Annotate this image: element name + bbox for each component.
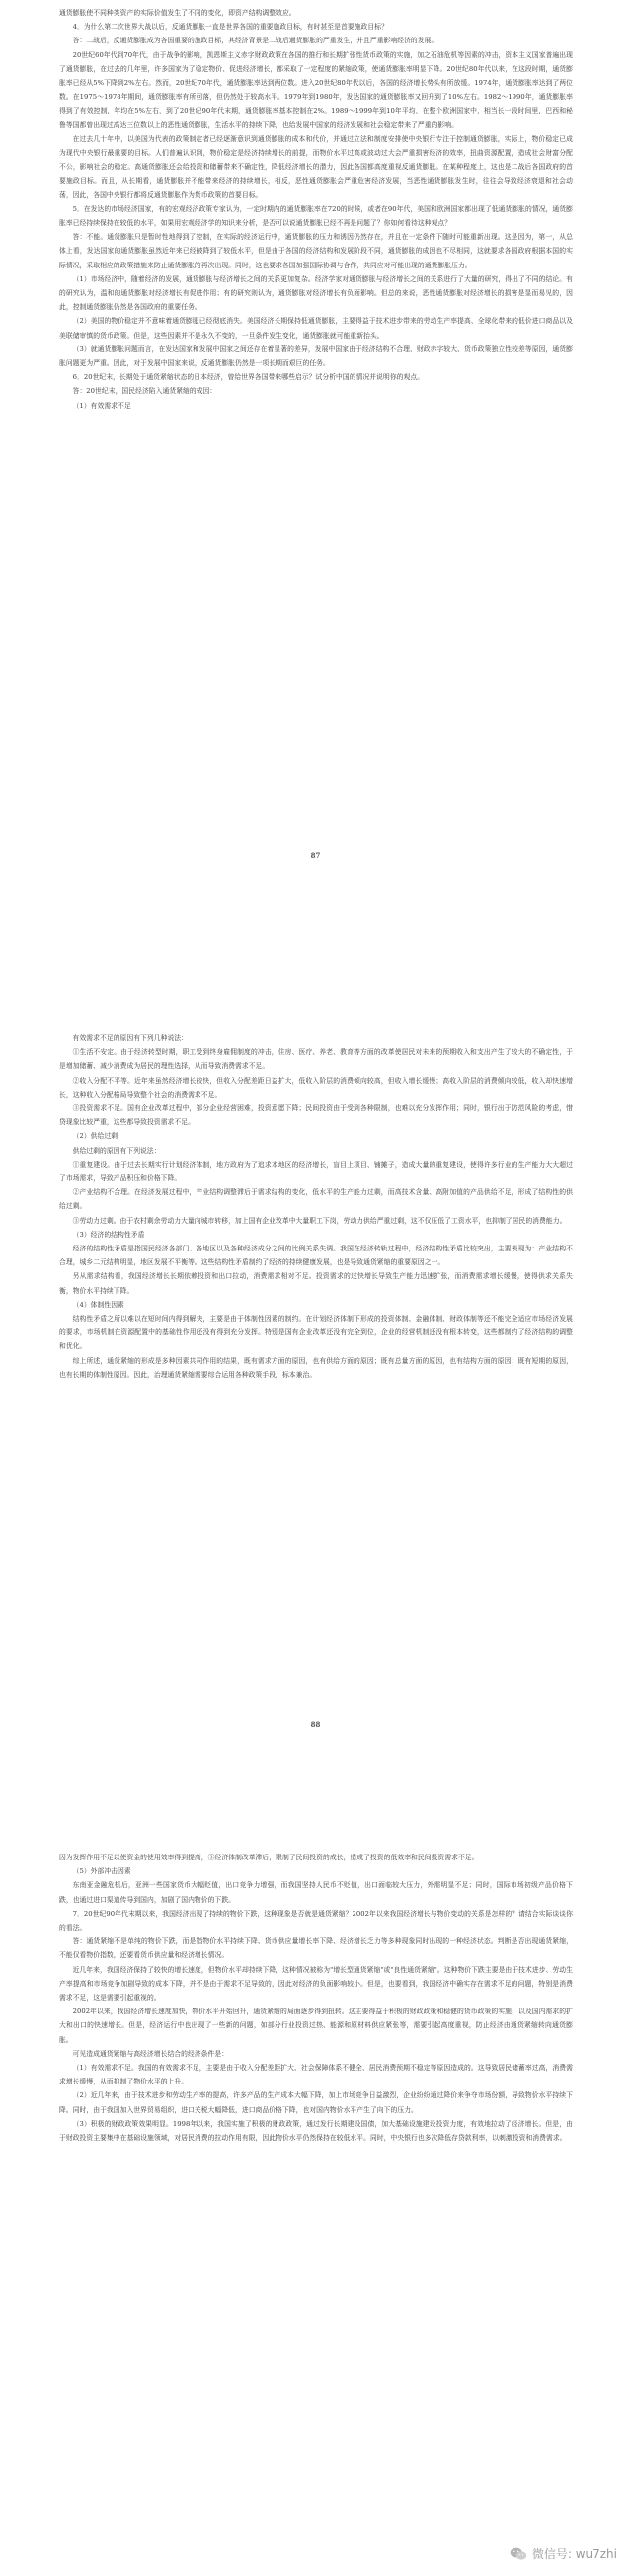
watermark bbox=[510, 2545, 617, 2562]
document-page-2 bbox=[0, 883, 631, 1752]
paragraph: 经济的结构性矛盾是指国民经济各部门、各地区以及各种经济成分之间的比例关系失调。我国在经济转轨过程中，经济结构性矛盾比较突出，主要表现为：产业结构不合理，城乡二元结构明显，地区发展不平衡等。这些结构性矛盾制约了经济的持续健康发展，也是导致通货紧缩的重要原因之一。 bbox=[59, 1245, 573, 1267]
paragraph: ②产业结构不合理。在经济发展过程中，产业结构调整滞后于需求结构的变化，低水平的生产能力过剩，而高技术含量、高附加值的产品供给不足，形成了结构性的供给过剩。 bbox=[59, 1188, 573, 1211]
page-1-body bbox=[59, 6, 573, 413]
paragraph: （3）经济的结构性矛盾 bbox=[72, 1230, 145, 1239]
page-2-body bbox=[59, 1031, 573, 1382]
paragraph: 可见造成通货紧缩与高经济增长结合的经济条件是： bbox=[72, 2049, 229, 2058]
paragraph: （3）积极的财政政策效果明显。1998年以来，我国实施了积极的财政政策，通过发行长期建设国债，加大基础设施建设投资力度，有效地拉动了经济增长。但是，由于财政投资主要集中在基础设施领域，对居民消费的拉动作用有限，因此物价水平仍然保持在较低水平。同时，中央银行也多次降低存贷款利率，以刺激投资和消费需求。 bbox=[59, 2119, 573, 2143]
paragraph: （1）市场经济中，随着经济的发展，通货膨胀与经济增长之间的关系更加复杂。经济学家对通货膨胀与经济增长之间的关系进行了大量的研究，得出了不同的结论。有的研究认为，温和的通货膨胀对经济增长有促进作用；有的研究则认为，通货膨胀对经济增长有负面影响。但总的来说，恶性通货膨胀对经济增长的损害是显而易见的，因此，控制通货膨胀仍然是各国政府的重要任务。 bbox=[59, 274, 573, 312]
document-page-1 bbox=[0, 0, 631, 883]
paragraph: 4．为什么第二次世界大战以后，反通货膨胀一直是世界各国的重要施政目标，有时甚至是首要施政目标？ bbox=[72, 23, 388, 32]
paragraph: 近几年来，我国经济保持了较快的增长速度，但物价水平却持续下降，这种情况被称为"增长型通货紧缩"或"良性通货紧缩"。这种物价下跌主要是由于技术进步、劳动生产率提高和市场竞争加剧导致的成本下降，并不是由于需求不足导致的，因此对经济的负面影响较小。但是，也要看到，我国经济中确实存在需求不足的问题，特别是消费需求不足，这是需要引起重视的。 bbox=[59, 1965, 573, 2003]
paragraph: 供给过剩的原因有下列说法： bbox=[72, 1146, 161, 1155]
paragraph: 通货膨胀使不同种类资产的实际价值发生了不同的变化，即资产结构调整效应。 bbox=[59, 9, 296, 17]
paragraph: 东南亚金融危机后，亚洲一些国家货币大幅贬值，出口竞争力增强，而我国坚持人民币不贬值，出口面临较大压力，外需明显不足；同时，国际市场初级产品价格下跌，也通过进口渠道传导到国内，加剧了国内物价的下跌。 bbox=[59, 1881, 573, 1904]
paragraph: 20世纪60年代到70年代，由于战争的影响，凯恩斯主义赤字财政政策在各国的推行和长期扩张性货币政策的实施，加之石油危机等因素的冲击，资本主义国家普遍出现了通货膨胀，在过去的几年里，许多国家为了稳定物价、促进经济增长，都采取了一定程度的紧缩政策，使通货膨胀率明显下降。20世纪80年代以来，在这段时期，通货膨胀率已经从5%下降到2%左右。然而，20世纪70年代，通货膨胀率达到两位数。进入20世纪80年代以后，各国的经济增长势头有所放缓。1974年，通货膨胀率达到了两位数。在1975～1978年期间，通货膨胀率有所回落，但仍然处于较高水平。1979年到1980年，发达国家的通货膨胀率又回升到了10%左右。1982～1990年，通货膨胀率得到了有效控制，年均在5%左右，到了20世纪90年代末期，通货膨胀率基本控制在2%。1989～1999年到10年平均，在整个欧洲国家中，相当长一段时间里，巴西和秘鲁等国都曾出现过高达三位数以上的恶性通货膨胀，生活水平的持续下降，也给发展中国家的经济发展和社会稳定带来了严重的影响。 bbox=[59, 50, 573, 129]
paragraph: （3）就通货膨胀问题而言，在发达国家和发展中国家之间还存在着显著的差异，发展中国家由于经济结构不合理、财政赤字较大、货币政策独立性较差等原因，通货膨胀问题更为严重。因此，对于发展中国家来说，反通货膨胀仍然是一项长期而艰巨的任务。 bbox=[59, 344, 573, 368]
paragraph: 综上所述，通货紧缩的形成是多种因素共同作用的结果，既有需求方面的原因，也有供给方面的原因；既有总量方面的原因，也有结构方面的原因；既有短期的原因，也有长期的体制性原因。因此，治理通货紧缩需要综合运用各种政策手段，标本兼治。 bbox=[59, 1356, 573, 1379]
watermark-text: 微信号: wu7zhi bbox=[531, 2547, 617, 2561]
paragraph: （5）外部冲击因素 bbox=[72, 1867, 131, 1876]
paragraph: （1）有效需求不足 bbox=[72, 401, 131, 410]
paragraph: 因为发挥作用不足以使资金的使用效率得到提高，③经济体制改革滞后，限制了民间投资的成长，造成了投资的低效率和民间投资需求不足。 bbox=[59, 1854, 479, 1861]
document-page-3 bbox=[0, 1752, 631, 2576]
paragraph: 6．20世纪末，长期处于通货紧缩状态的日本经济，曾给世界各国带来哪些启示？试分析中国的情况并说明你的观点。 bbox=[72, 373, 425, 382]
paragraph: （4）体制性因素 bbox=[72, 1300, 124, 1309]
paragraph: 结构性矛盾之所以难以在短时间内得到解决，主要是由于体制性因素的制约。在计划经济体制下形成的投资体制、金融体制、财政体制等还不能完全适应市场经济发展的要求，市场机制在资源配置中的基础性作用还没有得到充分发挥。特别是国有企业改革还没有完全到位，企业的经营机制还没有根本转变，这些都制约了经济结构的调整和优化。 bbox=[59, 1315, 573, 1351]
paragraph: （2）近几年来，由于技术进步和劳动生产率的提高，许多产品的生产成本大幅下降，加上市场竞争日益激烈，企业纷纷通过降价来争夺市场份额，导致物价水平持续下降。同时，由于我国加入世界贸易组织，进口关税大幅降低，进口商品价格下降，也对国内物价水平产生了向下的压力。 bbox=[59, 2091, 573, 2114]
paragraph: ③投资需求不足。国有企业改革过程中，部分企业经营困难，投资意愿下降；民间投资由于受到各种限制，也难以充分发挥作用；同时，银行出于防范风险的考虑，惜贷现象比较严重，这些都导致投资需求不足。 bbox=[59, 1104, 573, 1127]
paragraph: ③劳动力过剩。由于农村剩余劳动力大量向城市转移，加上国有企业改革中大量职工下岗，劳动力供给严重过剩，这不仅压低了工资水平，也抑制了居民的消费能力。 bbox=[72, 1216, 567, 1225]
paragraph: 有效需求不足的原因有下列几种说法： bbox=[72, 1034, 188, 1042]
page-number: 87 bbox=[310, 851, 321, 860]
paragraph: 7．20世纪90年代末期以来，我国经济出现了持续的物价下跌，这种现象是否就是通货紧缩？2002年以来我国经济增长与物价变动的关系是怎样的？请结合实际谈谈你的看法。 bbox=[59, 1909, 573, 1932]
paragraph: 答：二战后，反通货膨胀成为各国重要的施政目标，其经济背景是二战后通货膨胀的严重发生，并且严重影响经济的发展。 bbox=[72, 37, 438, 45]
paragraph: ①重复建设。由于过去长期实行计划经济体制，地方政府为了追求本地区的经济增长，盲目上项目、铺摊子，造成大量的重复建设，使得许多行业的生产能力大大超过了市场需求，导致产品积压和价格下降。 bbox=[59, 1160, 573, 1183]
paragraph: （1）有效需求不足。我国的有效需求不足，主要是由于收入分配差距扩大、社会保障体系不健全、居民消费预期不稳定等原因造成的。这导致居民储蓄率过高，消费需求增长缓慢，从而抑制了物价水平的上升。 bbox=[59, 2064, 573, 2086]
paragraph: 在过去几十年中，以美国为代表的政策制定者已经逐渐意识到通货膨胀的成本和代价，并通过立法和制度安排使中央银行专注于控制通货膨胀，实际上，物价稳定已成为现代中央银行最重要的目标。人们普遍认识到，物价稳定是经济持续增长的前提，而物价水平过高或波动过大会严重损害经济的效率，扭曲资源配置，造成社会财富分配不公，影响社会的稳定。高通货膨胀还会给投资和储蓄带来不确定性，降低经济增长的潜力，因此各国都高度重视反通货膨胀。在某种程度上，这也是二战后各国政府的首要施政目标。而且，从长期看，通货膨胀并不能带来经济的持续增长，相反，恶性通货膨胀会严重危害经济发展，当恶性通货膨胀发生时，往往会导致经济衰退和社会动荡，因此，各国中央银行都将反通货膨胀作为货币政策的首要目标。 bbox=[59, 134, 573, 199]
paragraph: （2）美国的物价稳定并不意味着通货膨胀已经彻底消失。美国经济长期保持低通货膨胀，主要得益于技术进步带来的劳动生产率提高、全球化带来的低价进口商品以及美联储审慎的货币政策。但是，这些因素并不是永久不变的，一旦条件发生变化，通货膨胀就可能重新抬头。 bbox=[59, 317, 573, 340]
wechat-icon bbox=[510, 2546, 527, 2562]
paragraph: 另从需求结构看，我国经济增长长期依赖投资和出口拉动，消费需求相对不足。投资需求的过快增长导致生产能力迅速扩张，而消费需求增长缓慢，使得供求关系失衡，物价水平持续下降。 bbox=[59, 1272, 573, 1295]
page-3-body bbox=[59, 1851, 573, 2145]
page-number: 88 bbox=[310, 1720, 321, 1729]
paragraph: （2）供给过剩 bbox=[72, 1132, 118, 1141]
paragraph: 答：20世纪末，国民经济陷入通货紧缩的成因： bbox=[72, 387, 217, 396]
paragraph: 答：通货紧缩不是单纯的物价下跌，而是指物价水平持续下降、货币供应量增长率下降、经济增长乏力等多种现象同时出现的一种经济状态。判断是否出现通货紧缩，不能仅看物价指数，还要看货币供应量和经济增长情况。 bbox=[59, 1937, 573, 1960]
paragraph: 5．在发达的市场经济国家，有的宏观经济政策专家认为，一定时期内的通货膨胀率在720的时候，或者在90年代，美国和欧洲国家都出现了低通货膨胀的情况，通货膨胀率已经持续保持在较低的水平，如果用宏观经济学的知识来分析，是否可以说通货膨胀已经不再是问题了？你如何看待这种观点？ bbox=[59, 204, 573, 228]
paragraph: 2002年以来，我国经济增长速度加快，物价水平开始回升，通货紧缩的局面逐步得到扭转。这主要得益于积极的财政政策和稳健的货币政策的实施，以及国内需求的扩大和出口的快速增长。但是，经济运行中也出现了一些新的问题，如部分行业投资过热、能源和原材料供应紧张等，需要引起高度重视，防止经济由通货紧缩转向通货膨胀。 bbox=[59, 2008, 573, 2044]
paragraph: 答：不能。通货膨胀只是暂时性地得到了控制，在实际的经济运行中，通货膨胀的压力和诱因仍然存在，并且在一定条件下随时可能重新出现。这是因为，第一，从总体上看，发达国家的通货膨胀虽然近年来已经被降到了较低水平，但是由于各国的经济结构和发展阶段不同，通货膨胀的成因也不尽相同，这就要求各国政府根据本国的实际情况，采取相应的政策措施来防止通货膨胀的再次出现。同时，这也要求各国加强国际协调与合作，共同应对可能出现的通货膨胀压力。 bbox=[59, 233, 573, 269]
paragraph: ①生活不安定。由于经济转型时期，职工受到终身雇佣制度的冲击，住房、医疗、养老、教育等方面的改革使居民对未来的预期收入和支出产生了较大的不确定性，于是增加储蓄、减少消费成为居民的理性选择，从而导致消费需求不足。 bbox=[59, 1048, 573, 1071]
paragraph: ②收入分配不平等。近年来虽然经济增长较快，但收入分配差距日益扩大，低收入阶层的消费倾向较高，但收入增长缓慢；高收入阶层的消费倾向较低，收入却快速增长，这种收入分配格局导致整个社会的消费需求不足。 bbox=[59, 1076, 573, 1099]
